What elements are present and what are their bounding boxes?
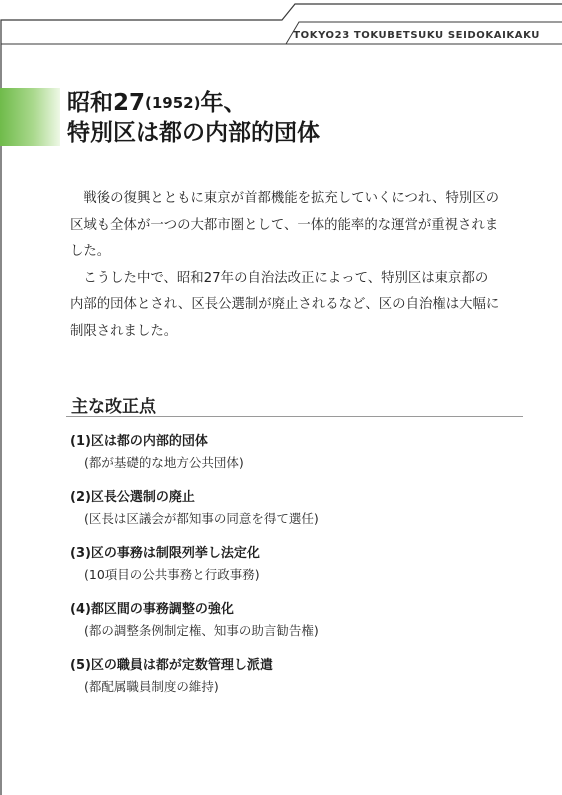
header-label: TOKYO23 TOKUBETSUKU SEIDOKAIKAKU bbox=[293, 30, 540, 41]
point-heading: (4)都区間の事務調整の強化 bbox=[70, 602, 234, 617]
body-paragraph: こうした中で、昭和27年の自治法改正によって、特別区は東京都の内部的団体とされ、区長公選制が廃止されるなど、区の自治権は大幅に制限されました。 bbox=[70, 270, 500, 339]
section-divider bbox=[66, 416, 523, 417]
page-title bbox=[67, 88, 320, 148]
point-note: (都の調整条例制定権、知事の助言勧告権) bbox=[84, 623, 319, 638]
list-item bbox=[70, 600, 510, 656]
list-item bbox=[70, 656, 510, 712]
amendment-points-list bbox=[70, 432, 510, 712]
section-title: 主な改正点 bbox=[71, 397, 156, 417]
point-note: (都が基礎的な地方公共団体) bbox=[84, 455, 244, 470]
point-note: (区長は区議会が都知事の同意を得て選任) bbox=[84, 511, 319, 526]
point-heading: (1)区は都の内部的団体 bbox=[70, 434, 208, 449]
list-item bbox=[70, 432, 510, 488]
list-item bbox=[70, 488, 510, 544]
point-note: (10項目の公共事務と行政事務) bbox=[84, 567, 260, 582]
title-line2: 特別区は都の内部的団体 bbox=[67, 120, 320, 146]
body-paragraph: 戦後の復興とともに東京が首都機能を拡充していくにつれ、特別区の区域も全体が一つの大都市圏として、一体的能率的な運営が重視されました。 bbox=[70, 191, 500, 259]
title-line1-main: 昭和27 bbox=[67, 90, 146, 116]
point-heading: (2)区長公選制の廃止 bbox=[70, 490, 195, 505]
point-note: (都配属職員制度の維持) bbox=[84, 679, 219, 694]
point-heading: (3)区の事務は制限列挙し法定化 bbox=[70, 546, 260, 561]
title-accent-bar bbox=[0, 88, 60, 146]
title-line1-tail: 年、 bbox=[200, 90, 247, 116]
title-line1-year: (1952) bbox=[145, 94, 201, 112]
list-item bbox=[70, 544, 510, 600]
body-text bbox=[70, 186, 500, 345]
point-heading: (5)区の職員は都が定数管理し派遣 bbox=[70, 658, 273, 673]
